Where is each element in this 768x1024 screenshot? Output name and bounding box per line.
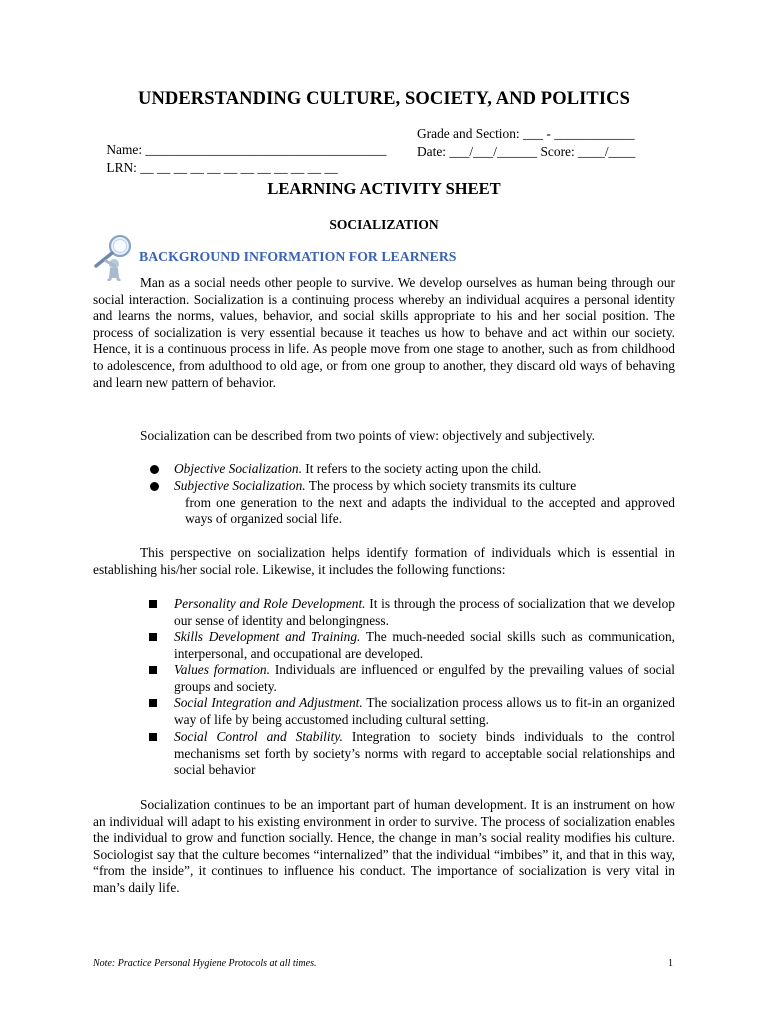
footer-note: Note: Practice Personal Hygiene Protocols at all times. (93, 958, 317, 969)
page-number: 1 (668, 958, 673, 969)
function-text: Individuals are influenced or engulfed by the prevailing values of social groups and society. (174, 662, 675, 694)
document-title: UNDERSTANDING CULTURE, SOCIETY, AND POLITICS (137, 89, 631, 109)
sheet-title: LEARNING ACTIVITY SHEET (267, 179, 501, 198)
conclusion-paragraph (93, 797, 675, 897)
name-field: Name: ____________________________________ (106, 142, 387, 157)
bullet-circle-icon (150, 482, 159, 491)
function-text: The socialization process allows us to fit-in an organized way of life by being accustomed including cultural setting. (174, 695, 675, 727)
list-item (174, 662, 675, 695)
list-item (174, 729, 675, 779)
view-text: The process by which society transmits its culture (305, 478, 577, 493)
list-item (174, 461, 675, 478)
function-term: Skills Development and Training. (174, 629, 361, 644)
function-text: Integration to society binds individuals to the control mechanisms set forth by society’s norms with regard to acceptable social relationships and social behavior (174, 729, 675, 778)
perspective-paragraph (93, 545, 675, 578)
function-text: The much-needed social skills such as communication, interpersonal, and occupational are developed. (174, 629, 675, 661)
bullet-square-icon (149, 699, 157, 707)
topic-title: SOCIALIZATION (329, 217, 439, 232)
magnifying-glass-figure-icon (86, 233, 136, 281)
views-intro-paragraph (93, 428, 675, 445)
list-item (174, 478, 675, 528)
function-term: Social Control and Stability. (174, 729, 343, 744)
view-term: Subjective Socialization. (174, 478, 306, 493)
conclusion-text: Socialization continues to be an important part of human development. It is an instrument on how an individual will adapt to his existing environment in order to survive. The process of socialization enables the individual to grow and function socially. Hence, the change in man’s social reality modifies his culture. Sociologist say that the culture becomes “internalized” that the individual “imbibes” it, and that in this way, “from the inside”, it continues to influence his conduct. The importance of socialization is very vital in man’s daily life. (93, 797, 675, 895)
intro-paragraph-text: Man as a social needs other people to survive. We develop ourselves as human being through our social interaction. Socialization is a continuing process whereby an individual acquires a personal identity and learns the norms, values, behavior, and social skills appropriate to his and her social position. The process of socialization is very essential because it teaches us how to behave and act within our society. Hence, it is a continuous process in life. As people move from one stage to another, such as from childhood to adolescence, from adulthood to old age, or from one group to another, they discard old ways of behaving and learn new pattern of behavior. (93, 275, 675, 390)
bullet-square-icon (149, 733, 157, 741)
view-text-continued: from one generation to the next and adapts the individual to the accepted and approved ways of organized social life. (185, 494, 675, 527)
function-text: It is through the process of socialization that we develop our sense of identity and belongingness. (174, 596, 675, 628)
date-score-field: Date: ___/___/______ Score: ____/____ (417, 144, 636, 159)
bullet-circle-icon (150, 465, 159, 474)
bullet-square-icon (149, 633, 157, 641)
bullet-square-icon (149, 600, 157, 608)
list-item (174, 695, 675, 728)
perspective-text: This perspective on socialization helps identify formation of individuals which is essential in establishing his/her social role. Likewise, it includes the following functions: (93, 545, 675, 577)
list-item (174, 596, 675, 629)
list-item (174, 629, 675, 662)
function-term: Social Integration and Adjustment. (174, 695, 363, 710)
grade-section-field: Grade and Section: ___ - ____________ (417, 126, 635, 141)
view-term: Objective Socialization. (174, 461, 302, 476)
view-text: It refers to the society acting upon the child. (301, 461, 542, 476)
bullet-square-icon (149, 666, 157, 674)
background-info-heading: BACKGROUND INFORMATION FOR LEARNERS (139, 249, 457, 264)
views-intro-text: Socialization can be described from two points of view: objectively and subjectively. (140, 428, 596, 443)
function-term: Personality and Role Development. (174, 596, 366, 611)
function-term: Values formation. (174, 662, 270, 677)
lrn-field: LRN: __ __ __ __ __ __ __ __ __ __ __ __ (106, 160, 338, 175)
intro-paragraph (93, 275, 675, 391)
